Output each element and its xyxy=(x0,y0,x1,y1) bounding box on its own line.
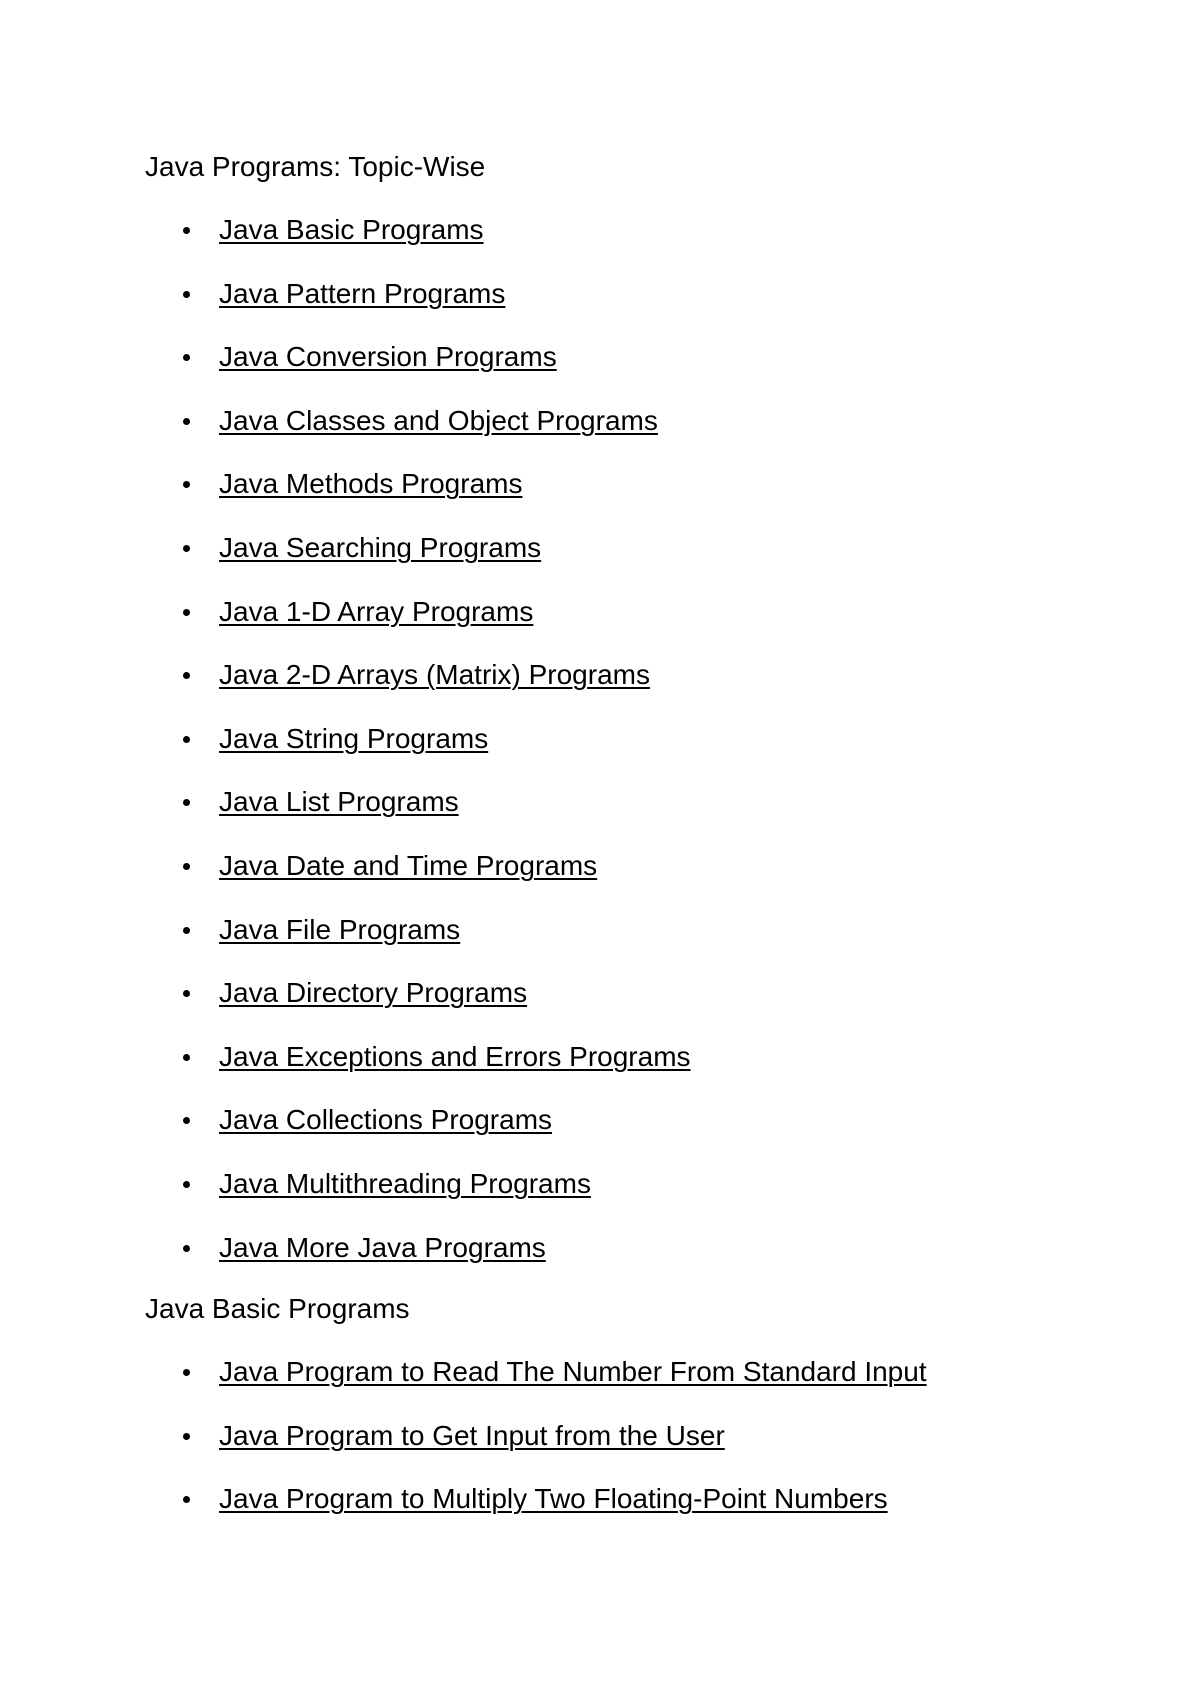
link-get-input-from-user[interactable]: Java Program to Get Input from the User xyxy=(219,1419,725,1451)
bullet-icon xyxy=(183,1117,190,1124)
link-java-string-programs[interactable]: Java String Programs xyxy=(219,722,489,754)
list-item xyxy=(145,913,691,977)
list-item xyxy=(145,531,691,595)
list-item xyxy=(145,404,691,468)
list-item xyxy=(145,467,691,531)
link-java-date-time-programs[interactable]: Java Date and Time Programs xyxy=(219,849,598,881)
list-item xyxy=(145,785,691,849)
link-java-searching-programs[interactable]: Java Searching Programs xyxy=(219,531,542,563)
link-java-multithreading-programs[interactable]: Java Multithreading Programs xyxy=(219,1167,591,1199)
link-java-basic-programs[interactable]: Java Basic Programs xyxy=(219,214,484,245)
section-heading-java-basic-programs: Java Basic Programs xyxy=(145,1293,410,1324)
bullet-icon xyxy=(183,609,190,616)
link-java-conversion-programs[interactable]: Java Conversion Programs xyxy=(219,341,557,373)
link-java-list-programs[interactable]: Java List Programs xyxy=(219,786,459,818)
bullet-icon xyxy=(183,545,190,552)
link-java-classes-object-programs[interactable]: Java Classes and Object Programs xyxy=(219,404,658,436)
bullet-icon xyxy=(183,1369,190,1376)
link-java-collections-programs[interactable]: Java Collections Programs xyxy=(219,1104,553,1136)
bullet-icon xyxy=(183,1433,190,1440)
bullet-icon xyxy=(183,927,190,934)
bullet-icon xyxy=(183,672,190,679)
link-read-number-standard-input[interactable]: Java Program to Read The Number From Standard Input xyxy=(219,1356,927,1387)
link-java-2d-arrays-programs[interactable]: Java 2-D Arrays (Matrix) Programs xyxy=(219,659,650,691)
bullet-icon xyxy=(183,1054,190,1061)
list-item xyxy=(145,849,691,913)
list-item xyxy=(145,1231,691,1295)
link-java-directory-programs[interactable]: Java Directory Programs xyxy=(219,977,528,1009)
bullet-icon xyxy=(183,354,190,361)
link-java-file-programs[interactable]: Java File Programs xyxy=(219,913,461,945)
bullet-icon xyxy=(183,799,190,806)
bullet-icon xyxy=(183,291,190,298)
link-java-more-programs[interactable]: Java More Java Programs xyxy=(219,1231,546,1263)
bullet-icon xyxy=(183,736,190,743)
list-item xyxy=(145,1419,927,1483)
list-item xyxy=(145,1482,927,1546)
bullet-icon xyxy=(183,990,190,997)
list-item xyxy=(145,340,691,404)
basic-programs-link-list xyxy=(145,1355,927,1546)
link-java-exceptions-errors-programs[interactable]: Java Exceptions and Errors Programs xyxy=(219,1040,691,1072)
link-multiply-floating-point[interactable]: Java Program to Multiply Two Floating-Point Numbers xyxy=(219,1483,888,1515)
topic-link-list xyxy=(145,213,691,1294)
bullet-icon xyxy=(183,1496,190,1503)
list-item xyxy=(145,595,691,659)
bullet-icon xyxy=(183,863,190,870)
list-item xyxy=(145,277,691,341)
list-item xyxy=(145,722,691,786)
list-item xyxy=(145,658,691,722)
link-java-methods-programs[interactable]: Java Methods Programs xyxy=(219,468,523,500)
bullet-icon xyxy=(183,481,190,488)
section-heading-topic-wise: Java Programs: Topic-Wise xyxy=(145,151,486,182)
list-item xyxy=(145,1103,691,1167)
list-item xyxy=(145,1040,691,1104)
bullet-icon xyxy=(183,1181,190,1188)
list-item xyxy=(145,213,691,277)
bullet-icon xyxy=(183,227,190,234)
list-item xyxy=(145,976,691,1040)
link-java-1d-array-programs[interactable]: Java 1-D Array Programs xyxy=(219,595,534,627)
list-item xyxy=(145,1167,691,1231)
bullet-icon xyxy=(183,418,190,425)
list-item xyxy=(145,1355,927,1419)
bullet-icon xyxy=(183,1245,190,1252)
link-java-pattern-programs[interactable]: Java Pattern Programs xyxy=(219,277,506,309)
